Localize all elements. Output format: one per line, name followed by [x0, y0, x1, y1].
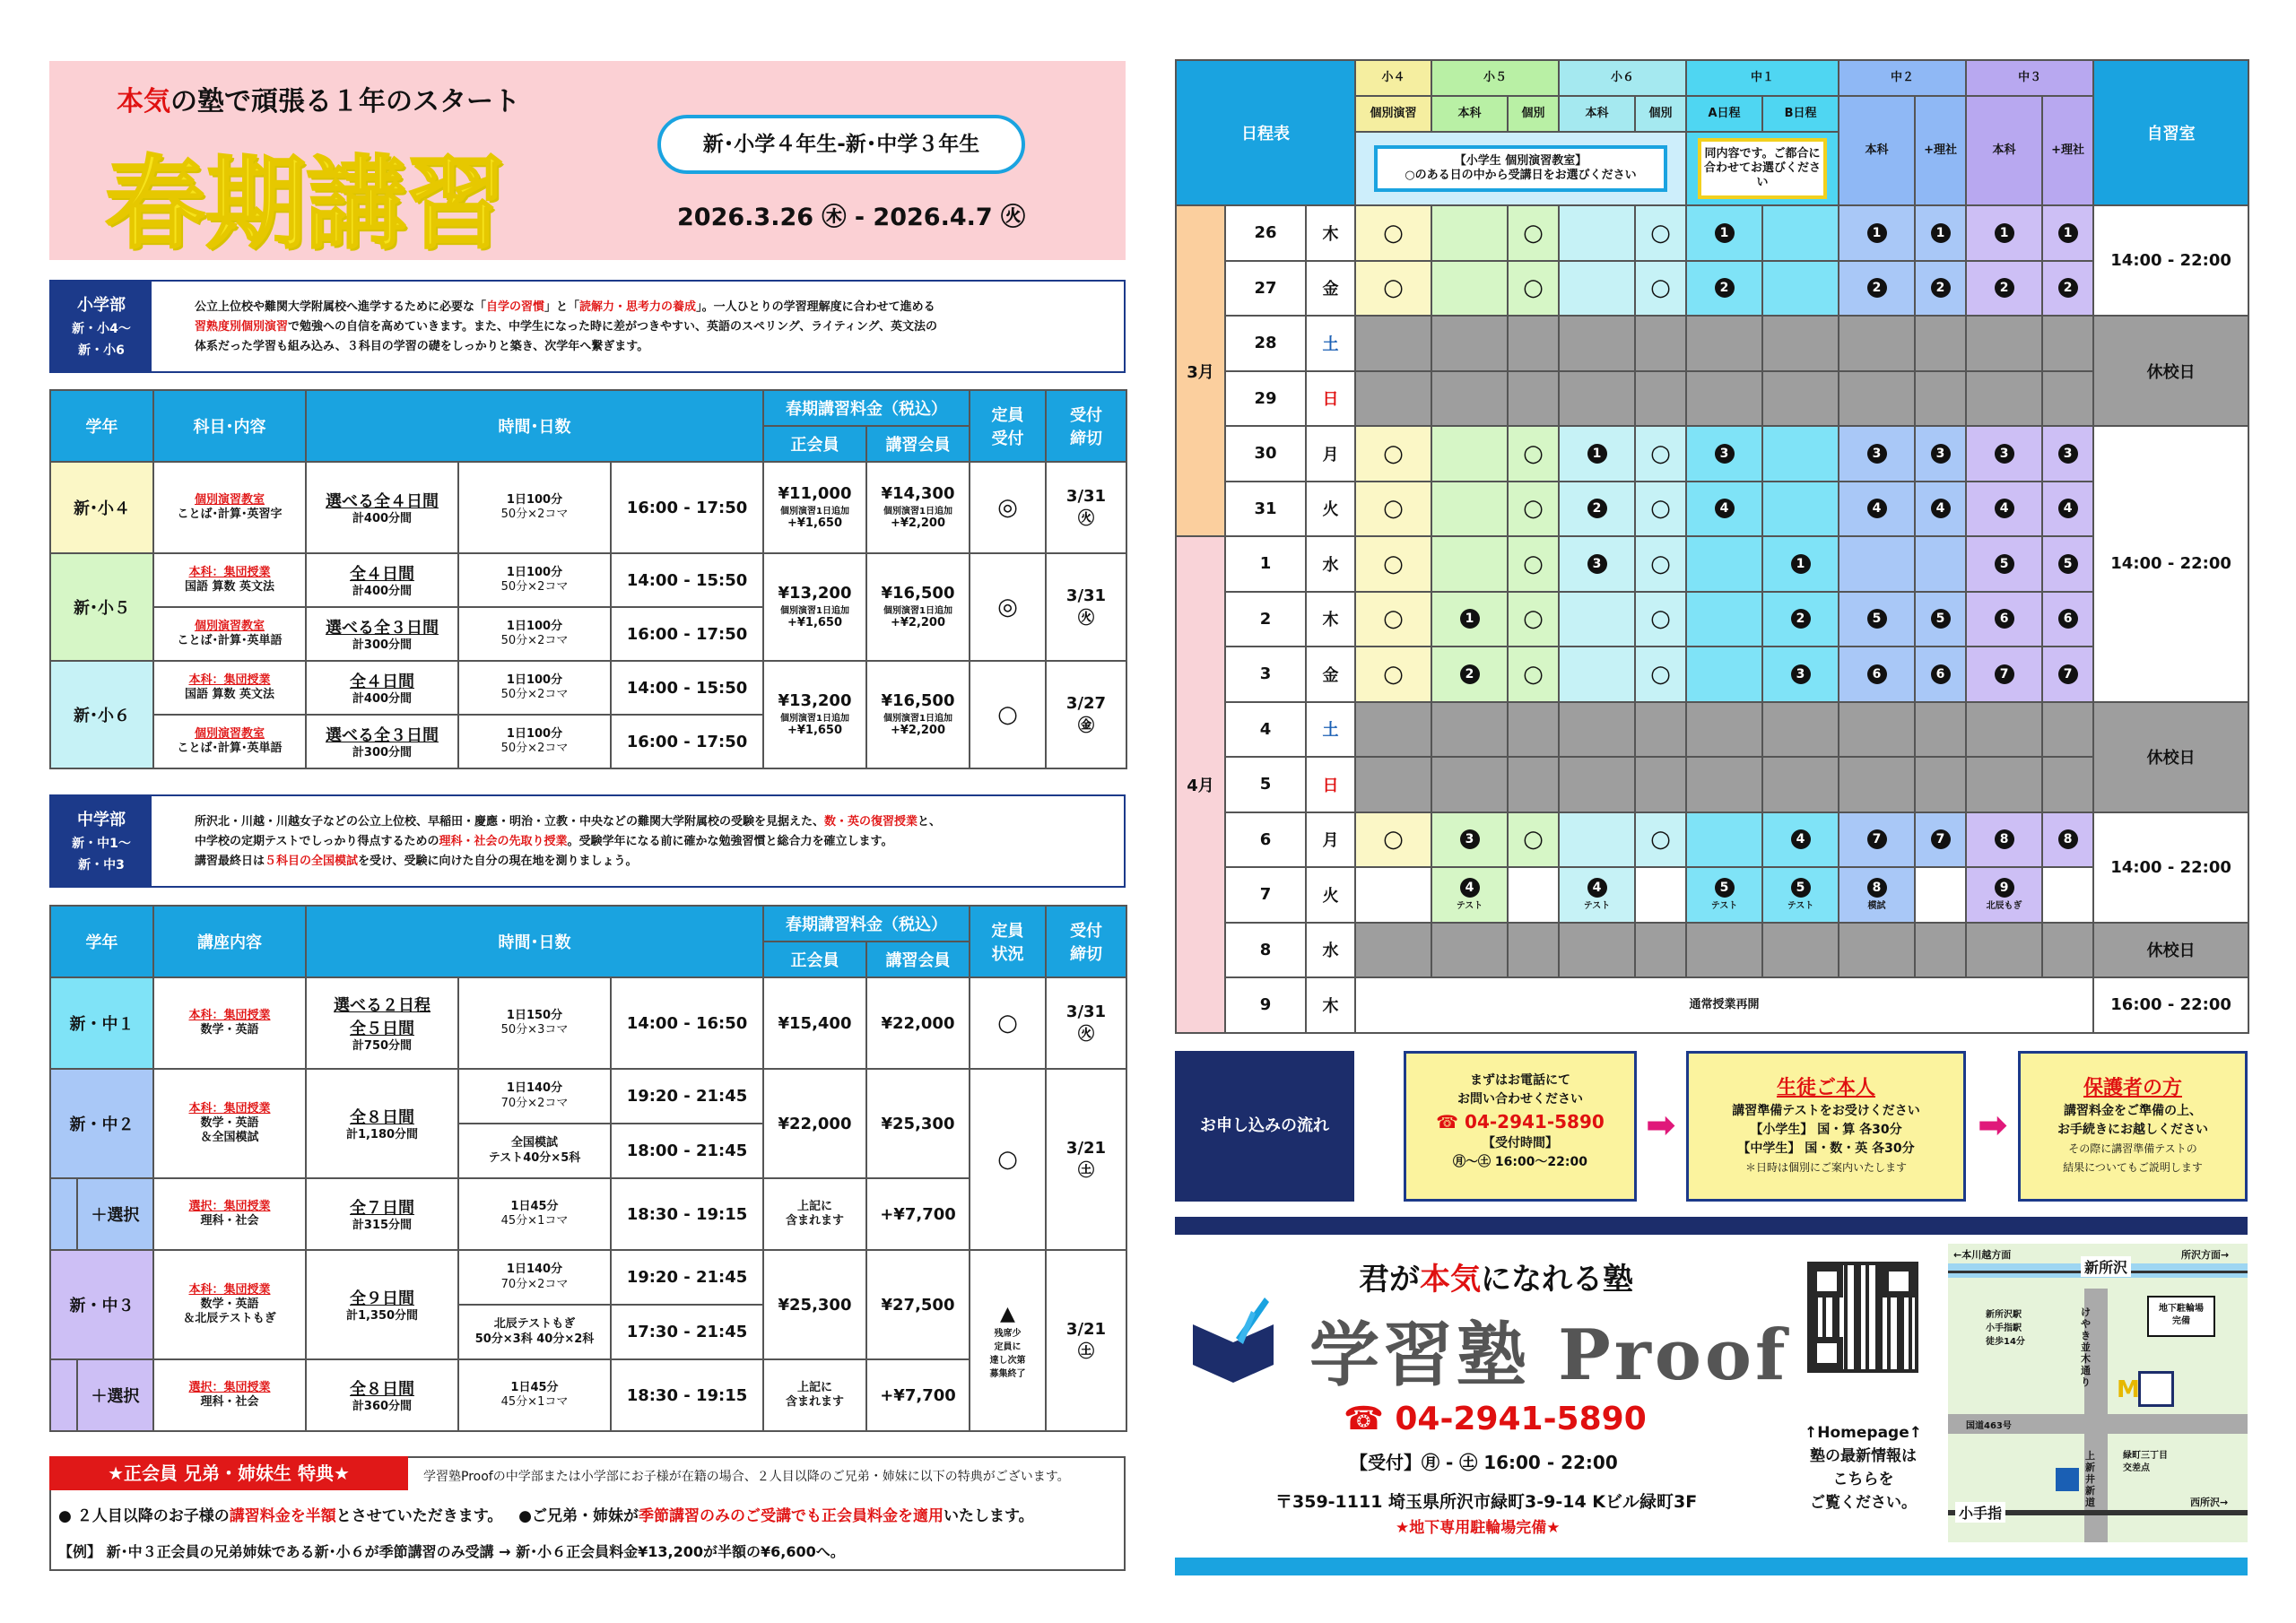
schedule-row: 29 日: [1176, 371, 2248, 427]
flow-step-3: 保護者の方 講習料金をご準備の上、 お手続きにお越しください その際に講習準備テストの 結果についてもご説明します: [2018, 1051, 2248, 1202]
qr-code-icon: [1807, 1262, 1918, 1373]
period: 2026.3.26 ㊍ - 2026.4.7 ㊋: [677, 204, 1026, 231]
elementary-label: 小学部 新・小4～ 新・小6: [51, 282, 152, 371]
col-capacity: 定員 受付: [970, 390, 1046, 462]
session-number-icon: 2: [1715, 278, 1735, 298]
elementary-intro-text: 公立上位校や難関大学附属校へ進学するために必要な「自学の習慣」と「読解力・思考力の養成」。一人ひとりの学習理解度に合わせて進める 習熟度別個別演習で勉強への自信を高めていきます。また、中学生になった時に差がつきやすい、英語のスペリング、ライティング、英文法の 体系だった学習も組み込み、３科目の学習の礎をしっかりと築き、次学年へ繋ぎます。: [195, 300, 937, 353]
session-number-icon: 7: [2058, 664, 2078, 684]
session-number-icon: 6: [1867, 664, 1887, 684]
table-row: 新・中３ 本科：集団授業 数学・英語 ＆北辰テストもぎ 全９日間 計1,350分間 1日140分 70分×2コマ 19:20 - 21:45 ¥25,300 ¥27,500 ▲ 残席少 定員に 達し次第 募集終了 3/21 ㊏: [50, 1250, 1126, 1305]
session-number-icon: 4: [2058, 499, 2078, 518]
junior-intro-text: 所沢北・川越・川越女子などの公立上位校、早稲田・慶應・明治・立教・中央などの難関大学附属校の受験を見据えた、数・英の復習授業と、 中学校の定期テストでしっかり得点するための理科・社会の先取り授業。受験学年になる前に確かな勉強習慣と総合力を確立します。 講習最終日は５科目の全国模試を受け、受験に向けた自分の現在地を測りましょう。: [195, 815, 942, 868]
session-number-icon: 2: [1460, 664, 1480, 684]
catchphrase: 君が本気になれる塾: [1359, 1262, 1633, 1298]
school-name: 学習塾 Proof: [1309, 1315, 1789, 1396]
month-march: 3月: [1176, 205, 1225, 536]
col-regular: 正会員: [763, 426, 866, 462]
session-number-icon: 1: [1867, 223, 1887, 243]
flow-label: お申し込みの流れ: [1175, 1051, 1354, 1202]
available-mark: ○: [1650, 439, 1671, 467]
school-info: [1175, 1235, 2248, 1558]
available-mark: ○: [1523, 550, 1544, 577]
session-number-icon: 2: [1931, 278, 1951, 298]
sibling-badge: ★正会員 兄弟・姉妹生 特典★: [49, 1456, 408, 1490]
school-address: 〒359-1111 埼玉県所沢市緑町3-9-14 Kビル緑町3F: [1275, 1492, 1698, 1512]
month-april: 4月: [1176, 536, 1225, 1033]
session-number-icon: 8: [2058, 829, 2078, 849]
schedule-row: 30 月 ○ ○ 1 ○ 3 3 3 3 3 14:00 - 22:00: [1176, 426, 2248, 482]
school-parking: ★地下専用駐輪場完備★: [1396, 1519, 1561, 1537]
col-grade: 学年: [50, 906, 153, 977]
col-fee: 春期講習料金（税込）: [763, 390, 970, 426]
table-row: 新･小５ 本科：集団授業 国語 算数 英文法 全４日間 計400分間 1日100分 50分×2コマ 14:00 - 15:50 ¥13,200 個別演習1日追加 +¥1,650 ¥16,500 個別演習1日追加 +¥2,200 ◎ 3/31 ㊋: [50, 553, 1126, 607]
schedule-row: 4月 1 水 ○ ○ 3 ○ 1 5 5: [1176, 536, 2248, 592]
flow-step-1: まずはお電話にて お問い合わせください ☎ 04-2941-5890 【受付時間】 ㊊～㊏ 16:00～22:00: [1404, 1051, 1637, 1202]
police-icon: [2056, 1468, 2079, 1491]
session-number-icon: 5: [2058, 554, 2078, 574]
table-row: 全国模試 テスト40分×5科 18:00 - 21:45: [50, 1124, 1126, 1178]
available-mark: ○: [1523, 660, 1544, 688]
session-number-icon: 1: [1460, 609, 1480, 629]
session-number-icon: 4: [1587, 878, 1607, 898]
session-number-icon: 3: [1995, 444, 2014, 464]
session-number-icon: 3: [2058, 444, 2078, 464]
available-mark: ○: [1650, 219, 1671, 247]
col-deadline: 受付 締切: [1046, 390, 1126, 462]
elementary-intro: [49, 280, 1126, 373]
schedule-row: 2 木 ○ 1 ○ ○ 2 5 5 6 6: [1176, 592, 2248, 647]
col-member: 講習会員: [866, 426, 970, 462]
schedule-row: 3 金 ○ 2 ○ ○ 3 6 6 7 7: [1176, 647, 2248, 702]
session-number-icon: 3: [1715, 444, 1735, 464]
junior-fee-table: 学年 講座内容 時間･日数 春期講習料金（税込） 定員 状況 受付 締切 正会員 講習会員 新・中１ 本科：集団授業 数学・英語 選べる２日程 全５日間 計750分間 1日150分 50分×3コマ 14:00 - 16:50 ¥15,400 ¥22,000 ○ 3/31 ㊋ 新・中２ 本科：集団授業 数学・英語 ＆全国模試 全８日間 計1,180分間 1日140分 70分×2コマ 19:20 - 21:45 ¥22,000 ¥25,300 ○ 3/21 ㊏ 全国模試 テスト40分×5科 18:00 - 21:45 ＋選択 選択：集団授業 理科・社会 全７日間 計315分間 1日45分 45分×1コマ 18:30 - 19:15 上記に 含まれます +¥7,700 新・中３ 本科：集団授業 数学・英語 ＆北辰テストもぎ 全９日間 計1,350分間 1日140分 70分×2コマ 19:20 - 21:45 ¥25,300 ¥27,500 ▲ 残席少 定員に 達し次第 募集終了 3/21 ㊏ 北辰テストもぎ 50分×3科 40分×2科 17:30 - 21:45 ＋選択 選択：集団授業 理科・社会 全８日間 計360分間 1日45分 45分×1コマ 18:30 - 19:15 上記に 含まれます +¥7,700: [49, 905, 1127, 1432]
available-mark: ○: [1650, 495, 1671, 523]
available-mark: ○: [1383, 274, 1404, 302]
resume-note: 通常授業再開: [1355, 977, 2093, 1033]
schedule-row: 28 土 休校日: [1176, 316, 2248, 371]
session-number-icon: 1: [1587, 444, 1607, 464]
available-mark: ○: [1383, 826, 1404, 854]
session-number-icon: 1: [2058, 223, 2078, 243]
school-phone: ☎ 04-2941-5890: [1344, 1401, 1647, 1437]
available-mark: ○: [1383, 605, 1404, 633]
available-mark: ○: [1523, 826, 1544, 854]
schedule-row: 9 木 通常授業再開 16:00 - 22:00: [1176, 977, 2248, 1033]
divider-bar: [1175, 1217, 2248, 1235]
page-title: 春期講習: [105, 145, 507, 263]
col-time: 時間･日数: [306, 390, 763, 462]
session-number-icon: 4: [1715, 499, 1735, 518]
table-row: 新・中２ 本科：集団授業 数学・英語 ＆全国模試 全８日間 計1,180分間 1日140分 70分×2コマ 19:20 - 21:45 ¥22,000 ¥25,300 ○ 3/21 ㊏: [50, 1069, 1126, 1124]
session-number-icon: 3: [1791, 664, 1811, 684]
table-row: 新･小６ 本科：集団授業 国語 算数 英文法 全４日間 計400分間 1日100分 50分×2コマ 14:00 - 15:50 ¥13,200 個別演習1日追加 +¥1,650 ¥16,500 個別演習1日追加 +¥2,200 ○ 3/27 ㊎: [50, 661, 1126, 715]
session-number-icon: 8: [1995, 829, 2014, 849]
bottom-bar: [1175, 1558, 2248, 1575]
note-c1: 同内容です。ご都合に 合わせてお選びください: [1686, 132, 1839, 205]
arrow-right-icon: ➡: [1978, 1105, 2008, 1146]
grades-badge: 新･小学４年生-新･中学３年生: [657, 115, 1025, 174]
note-elementary: 【小学生 個別演習教室】 ○のある日の中から受講日をお選びください: [1355, 132, 1686, 205]
table-row: 北辰テストもぎ 50分×3科 40分×2科 17:30 - 21:45: [50, 1305, 1126, 1359]
session-number-icon: 1: [1995, 223, 2014, 243]
col-time: 時間･日数: [306, 906, 763, 977]
junior-intro: [49, 794, 1126, 888]
available-mark: ○: [1650, 274, 1671, 302]
session-number-icon: 7: [1995, 664, 2014, 684]
session-number-icon: 1: [1931, 223, 1951, 243]
session-number-icon: 6: [2058, 609, 2078, 629]
table-row: 個別演習教室 ことば･計算･英単語 選べる全３日間 計300分間 1日100分 50分×2コマ 16:00 - 17:50: [50, 715, 1126, 768]
session-number-icon: 2: [1995, 278, 2014, 298]
session-number-icon: 6: [1931, 664, 1951, 684]
schedule-title: 日程表: [1176, 60, 1355, 205]
available-mark: ○: [1383, 495, 1404, 523]
schedule-row: 6 月 ○ 3 ○ ○ 4 7 7 8 8 14:00 - 22:00: [1176, 812, 2248, 868]
session-number-icon: 2: [1587, 499, 1607, 518]
school-hours: 【受付】㊊ - ㊏ 16:00 - 22:00: [1350, 1452, 1618, 1473]
session-number-icon: 1: [1715, 223, 1735, 243]
available-mark: ○: [1383, 550, 1404, 577]
available-mark: ○: [1383, 439, 1404, 467]
session-number-icon: 5: [1995, 554, 2014, 574]
schedule-row: 7 火 4 テスト 4 テスト 5 テスト 5 テスト 8 模試 9 北辰もぎ: [1176, 867, 2248, 923]
col-subject: 講座内容: [153, 906, 306, 977]
col-grade: 学年: [50, 390, 153, 462]
session-number-icon: 4: [1995, 499, 2014, 518]
junior-label: 中学部 新・中1～ 新・中3: [51, 796, 152, 886]
available-mark: ○: [1650, 550, 1671, 577]
available-mark: ○: [1650, 605, 1671, 633]
available-mark: ○: [1383, 219, 1404, 247]
session-number-icon: 2: [1867, 278, 1887, 298]
col-subject: 科目･内容: [153, 390, 306, 462]
session-number-icon: 3: [1867, 444, 1887, 464]
station-label: 新所沢: [2081, 1256, 2131, 1277]
col-deadline: 受付 締切: [1046, 906, 1126, 977]
table-row: 新･小４ 個別演習教室 ことば･計算･英習字 選べる全４日間 計400分間 1日100分 50分×2コマ 16:00 - 17:50 ¥11,000 個別演習1日追加 +¥1,650 ¥14,300 個別演習1日追加 +¥2,200 ◎ 3/31 ㊋: [50, 462, 1126, 553]
table-row: 新・中１ 本科：集団授業 数学・英語 選べる２日程 全５日間 計750分間 1日150分 50分×3コマ 14:00 - 16:50 ¥15,400 ¥22,000 ○ 3/31 ㊋: [50, 977, 1126, 1069]
session-number-icon: 1: [1791, 554, 1811, 574]
book-logo-icon: [1184, 1289, 1283, 1387]
arrow-right-icon: ➡: [1646, 1105, 1676, 1146]
session-number-icon: 6: [1995, 609, 2014, 629]
session-number-icon: 7: [1931, 829, 1951, 849]
available-mark: ○: [1523, 274, 1544, 302]
schedule-table: 日程表 小４ 小５ 小６ 中１ 中２ 中３ 自習室 個別演習 本科 個別 本科 個別 A日程 B日程 本科 +理社 本科 +理社 【小学生 個別演習教室】 ○のある日の中から受講日をお選びください 同内容です。ご都合に 合わせてお選びください 3月 26 木 ○ ○ ○ 1 1 1 1 1 14:00 - 22:00 27 金 ○ ○ ○ 2 2 2 2 2 28 土 休校日 29 日 30 月 ○ ○ 1 ○ 3 3 3 3 3 14:00 - 22:00 31 火 ○ ○ 2 ○ 4 4 4 4 4 4月 1 水 ○ ○ 3 ○ 1 5 5 2 木 ○ 1 ○ ○ 2 5 5 6 6 3 金 ○ 2 ○ ○ 3 6 6 7 7 4 土 休校日 5 日 6 月 ○ 3 ○ ○ 4 7 7 8 8 14:00 - 22:00 7 火 4 テスト 4 テスト 5 テスト 5 テスト 8 模試 9 北辰もぎ 8 水 休校日 9 木 通常授業再開 16:00 - 22:00: [1175, 59, 2249, 1034]
session-number-icon: 5: [1715, 878, 1735, 898]
schedule-row: 31 火 ○ ○ 2 ○ 4 4 4 4 4: [1176, 482, 2248, 537]
tagline: 本気の塾で頑張る１年のスタート: [117, 86, 520, 117]
sibling-benefit: ★正会員 兄弟・姉妹生 特典★ 学習塾Proofの中学部または小学部にお子様が在籍の場合、２人目以降のご兄弟・姉妹に以下の特典がございます。 ● ２人目以降のお子様の講習料金を半額とさせていただきます。 ●ご兄弟・姉妹が季節講習のみのご受講でも正会員料金を適用いたします。 【例】 新･中３正会員の兄弟姉妹である新･小６が季節講習のみ受講 → 新･小６正会員料金¥13,200が半額の¥6,600へ。: [49, 1456, 1126, 1571]
flow-step-2: 生徒ご本人 講習準備テストをお受けください 【小学生】 国・算 各30分 【中学生】 国・数・英 各30分 ＊日時は個別にご案内いたします: [1686, 1051, 1966, 1202]
access-map: ←本川越方面 所沢方面→ 新所沢 新所沢駅 小手指駅 徒歩14分 けやき並木通り 国道463号 上新井新道 緑町三丁目 交差点 地下駐輪場 完備 M 小手指 西所沢→: [1948, 1244, 2248, 1542]
available-mark: ○: [1383, 660, 1404, 688]
session-number-icon: 5: [1867, 609, 1887, 629]
session-number-icon: 5: [1931, 609, 1951, 629]
table-row: ＋選択 選択：集団授業 理科・社会 全８日間 計360分間 1日45分 45分×1コマ 18:30 - 19:15 上記に 含まれます +¥7,700: [50, 1359, 1126, 1431]
col-fee: 春期講習料金（税込）: [763, 906, 970, 942]
available-mark: ○: [1650, 826, 1671, 854]
schedule-row: 4 土 休校日: [1176, 702, 2248, 758]
jishu-header: 自習室: [2093, 60, 2248, 205]
session-number-icon: 4: [1791, 829, 1811, 849]
elementary-fee-table: [49, 389, 1127, 769]
session-number-icon: 4: [1931, 499, 1951, 518]
session-number-icon: 3: [1587, 554, 1607, 574]
session-number-icon: 3: [1460, 829, 1480, 849]
col-capacity: 定員 状況: [970, 906, 1046, 977]
schedule-row: 3月 26 木 ○ ○ ○ 1 1 1 1 1 14:00 - 22:00: [1176, 205, 2248, 261]
application-flow: [1175, 1051, 2248, 1202]
session-number-icon: 7: [1867, 829, 1887, 849]
table-row: ＋選択 選択：集団授業 理科・社会 全７日間 計315分間 1日45分 45分×1コマ 18:30 - 19:15 上記に 含まれます +¥7,700: [50, 1178, 1126, 1250]
session-number-icon: 3: [1931, 444, 1951, 464]
mcdonalds-icon: M: [2117, 1376, 2140, 1403]
available-mark: ○: [1523, 605, 1544, 633]
schedule-row: 5 日: [1176, 757, 2248, 812]
school-map-marker-icon: [2138, 1371, 2174, 1407]
session-number-icon: 2: [1791, 609, 1811, 629]
session-number-icon: 4: [1867, 499, 1887, 518]
available-mark: ○: [1523, 439, 1544, 467]
available-mark: ○: [1523, 495, 1544, 523]
session-number-icon: 4: [1460, 878, 1480, 898]
schedule-row: 27 金 ○ ○ ○ 2 2 2 2 2: [1176, 261, 2248, 317]
header-banner: [49, 61, 1126, 263]
session-number-icon: 5: [1791, 878, 1811, 898]
homepage-note: ↑Homepage↑ 塾の最新情報は こちらを ご覧ください。: [1805, 1424, 1922, 1512]
session-number-icon: 2: [2058, 278, 2078, 298]
available-mark: ○: [1523, 219, 1544, 247]
available-mark: ○: [1650, 660, 1671, 688]
session-number-icon: 9: [1995, 878, 2014, 898]
table-row: 個別演習教室 ことば･計算･英単語 選べる全３日間 計300分間 1日100分 50分×2コマ 16:00 - 17:50: [50, 607, 1126, 661]
session-number-icon: 8: [1867, 878, 1887, 898]
schedule-row: 8 水 休校日: [1176, 923, 2248, 978]
